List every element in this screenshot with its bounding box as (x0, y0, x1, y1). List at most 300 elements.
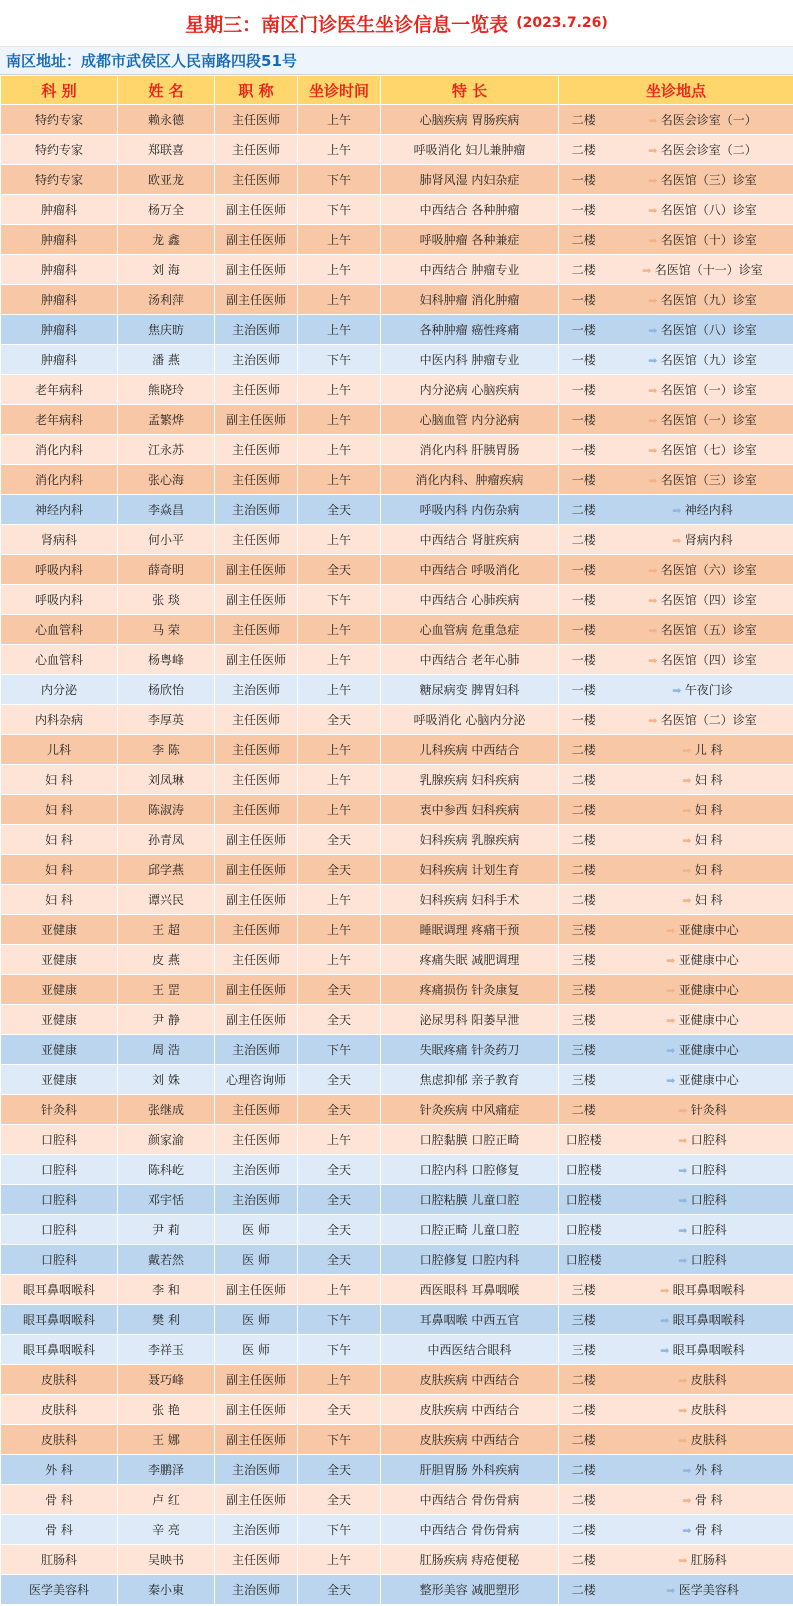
table-row (1, 1065, 793, 1095)
location-label: 名医馆（八）诊室 (660, 203, 757, 217)
cell-floor: 口腔楼 (559, 1185, 609, 1215)
cell-specialty: 消化内科、肿瘤疾病 (381, 465, 559, 495)
table-row (1, 1245, 793, 1275)
cell-location (609, 675, 793, 705)
table-row (1, 465, 793, 495)
cell-floor: 一楼 (559, 405, 609, 435)
cell-clinic-time: 上午 (298, 795, 381, 825)
location-label: 名医馆（六）诊室 (660, 563, 757, 577)
cell-doctor-name: 李祥玉 (118, 1335, 215, 1365)
cell-floor: 三楼 (559, 975, 609, 1005)
cell-department: 骨 科 (1, 1485, 118, 1515)
location-label: 午夜门诊 (684, 683, 733, 697)
cell-clinic-time: 上午 (298, 255, 381, 285)
cell-department: 妇 科 (1, 795, 118, 825)
cell-floor: 二楼 (559, 255, 609, 285)
header-location: 坐诊地点 (559, 76, 793, 105)
table-row (1, 1515, 793, 1545)
cell-clinic-time: 上午 (298, 615, 381, 645)
cell-doctor-title: 主任医师 (215, 735, 298, 765)
cell-doctor-title: 副主任医师 (215, 195, 298, 225)
table-row (1, 855, 793, 885)
cell-department: 心血管科 (1, 645, 118, 675)
cell-specialty: 内分泌病 心脑疾病 (381, 375, 559, 405)
cell-department: 口腔科 (1, 1155, 118, 1185)
cell-doctor-title: 主任医师 (215, 765, 298, 795)
cell-specialty: 皮肤疾病 中西结合 (381, 1365, 559, 1395)
table-row (1, 1395, 793, 1425)
arrow-right-icon: ➡ (678, 1254, 688, 1267)
cell-specialty: 消化内科 肝胰胃肠 (381, 435, 559, 465)
cell-floor: 口腔楼 (559, 1215, 609, 1245)
cell-clinic-time: 下午 (298, 585, 381, 615)
cell-doctor-name: 杨万全 (118, 195, 215, 225)
cell-floor: 二楼 (559, 1095, 609, 1125)
table-row (1, 765, 793, 795)
cell-doctor-name: 陈科屹 (118, 1155, 215, 1185)
cell-floor: 二楼 (559, 1575, 609, 1605)
cell-clinic-time: 上午 (298, 465, 381, 495)
cell-doctor-title: 心理咨询师 (215, 1065, 298, 1095)
cell-floor: 三楼 (559, 915, 609, 945)
cell-location (609, 1365, 793, 1395)
cell-doctor-name: 樊 利 (118, 1305, 215, 1335)
cell-floor: 一楼 (559, 705, 609, 735)
cell-floor: 一楼 (559, 615, 609, 645)
cell-location (609, 945, 793, 975)
cell-floor: 一楼 (559, 315, 609, 345)
cell-location (609, 255, 793, 285)
cell-specialty: 肺肾风湿 内妇杂症 (381, 165, 559, 195)
cell-doctor-title: 医 师 (215, 1245, 298, 1275)
cell-location (609, 1515, 793, 1545)
cell-department: 口腔科 (1, 1245, 118, 1275)
cell-location (609, 405, 793, 435)
cell-location (609, 915, 793, 945)
cell-doctor-name: 赖永德 (118, 105, 215, 135)
cell-clinic-time: 上午 (298, 765, 381, 795)
cell-clinic-time: 上午 (298, 315, 381, 345)
cell-clinic-time: 上午 (298, 675, 381, 705)
cell-doctor-title: 主任医师 (215, 1545, 298, 1575)
table-row (1, 615, 793, 645)
cell-doctor-name: 熊晓玲 (118, 375, 215, 405)
cell-specialty: 整形美容 减肥塑形 (381, 1575, 559, 1605)
cell-doctor-name: 龙 鑫 (118, 225, 215, 255)
location-label: 名医馆（二）诊室 (660, 713, 757, 727)
cell-doctor-title: 副主任医师 (215, 1275, 298, 1305)
table-row (1, 825, 793, 855)
cell-floor: 一楼 (559, 435, 609, 465)
arrow-right-icon: ➡ (682, 834, 692, 847)
arrow-right-icon: ➡ (648, 624, 658, 637)
cell-clinic-time: 全天 (298, 1215, 381, 1245)
location-label: 名医馆（九）诊室 (660, 353, 757, 367)
location-label: 神经内科 (684, 503, 733, 517)
cell-floor: 二楼 (559, 525, 609, 555)
cell-clinic-time: 上午 (298, 1125, 381, 1155)
arrow-right-icon: ➡ (648, 294, 658, 307)
table-row (1, 1425, 793, 1455)
table-row (1, 1035, 793, 1065)
cell-doctor-name: 汤利萍 (118, 285, 215, 315)
cell-department: 妇 科 (1, 825, 118, 855)
arrow-right-icon: ➡ (678, 1194, 688, 1207)
cell-doctor-title: 主治医师 (215, 1155, 298, 1185)
cell-location (609, 525, 793, 555)
cell-location (609, 285, 793, 315)
cell-doctor-title: 主任医师 (215, 1125, 298, 1155)
cell-floor: 三楼 (559, 1005, 609, 1035)
cell-specialty: 妇科疾病 计划生育 (381, 855, 559, 885)
cell-clinic-time: 上午 (298, 1275, 381, 1305)
cell-department: 亚健康 (1, 945, 118, 975)
location-label: 眼耳鼻咽喉科 (672, 1343, 745, 1357)
cell-department: 心血管科 (1, 615, 118, 645)
cell-doctor-name: 杨粤峰 (118, 645, 215, 675)
cell-clinic-time: 全天 (298, 1095, 381, 1125)
header-title: 职 称 (215, 76, 298, 105)
location-label: 名医馆（九）诊室 (660, 293, 757, 307)
table-row (1, 105, 793, 135)
table-row (1, 675, 793, 705)
cell-doctor-name: 刘 姝 (118, 1065, 215, 1095)
cell-department: 皮肤科 (1, 1425, 118, 1455)
cell-doctor-name: 刘 海 (118, 255, 215, 285)
cell-specialty: 中西结合 骨伤骨病 (381, 1485, 559, 1515)
cell-doctor-title: 主治医师 (215, 675, 298, 705)
location-label: 亚健康中心 (678, 1043, 739, 1057)
cell-location (609, 555, 793, 585)
cell-clinic-time: 上午 (298, 375, 381, 405)
cell-doctor-name: 王 超 (118, 915, 215, 945)
cell-specialty: 中西结合 各种肿瘤 (381, 195, 559, 225)
cell-department: 亚健康 (1, 975, 118, 1005)
cell-location (609, 615, 793, 645)
location-label: 针灸科 (690, 1103, 727, 1117)
location-label: 骨 科 (694, 1523, 723, 1537)
location-label: 口腔科 (690, 1253, 727, 1267)
arrow-right-icon: ➡ (678, 1134, 688, 1147)
location-label: 肾病内科 (684, 533, 733, 547)
cell-doctor-name: 吴映书 (118, 1545, 215, 1575)
table-row (1, 915, 793, 945)
location-label: 名医馆（一）诊室 (660, 413, 757, 427)
cell-doctor-title: 医 师 (215, 1335, 298, 1365)
arrow-right-icon: ➡ (648, 114, 658, 127)
location-label: 亚健康中心 (678, 923, 739, 937)
table-row (1, 1365, 793, 1395)
cell-department: 皮肤科 (1, 1365, 118, 1395)
location-label: 妇 科 (694, 803, 723, 817)
cell-specialty: 西医眼科 耳鼻咽喉 (381, 1275, 559, 1305)
location-label: 名医会诊室（一） (660, 113, 757, 127)
cell-doctor-name: 颜家渝 (118, 1125, 215, 1155)
cell-floor: 一楼 (559, 465, 609, 495)
cell-department: 肾病科 (1, 525, 118, 555)
cell-department: 特约专家 (1, 135, 118, 165)
cell-specialty: 妇科疾病 乳腺疾病 (381, 825, 559, 855)
cell-doctor-name: 欧亚龙 (118, 165, 215, 195)
arrow-right-icon: ➡ (666, 1074, 676, 1087)
cell-doctor-title: 医 师 (215, 1305, 298, 1335)
cell-specialty: 失眠疼痛 针灸药刀 (381, 1035, 559, 1065)
table-row (1, 435, 793, 465)
cell-department: 儿科 (1, 735, 118, 765)
cell-department: 特约专家 (1, 105, 118, 135)
cell-floor: 二楼 (559, 1515, 609, 1545)
location-label: 名医馆（三）诊室 (660, 173, 757, 187)
cell-specialty: 呼吸肿瘤 各种兼症 (381, 225, 559, 255)
cell-location (609, 1575, 793, 1605)
cell-doctor-name: 张心海 (118, 465, 215, 495)
location-label: 名医会诊室（二） (660, 143, 757, 157)
cell-doctor-title: 副主任医师 (215, 585, 298, 615)
location-label: 外 科 (694, 1463, 723, 1477)
table-row (1, 885, 793, 915)
cell-doctor-name: 张 琰 (118, 585, 215, 615)
cell-clinic-time: 全天 (298, 825, 381, 855)
cell-doctor-title: 副主任医师 (215, 855, 298, 885)
cell-doctor-title: 主任医师 (215, 435, 298, 465)
cell-location (609, 1215, 793, 1245)
cell-doctor-title: 主任医师 (215, 375, 298, 405)
cell-clinic-time: 下午 (298, 1305, 381, 1335)
cell-floor: 二楼 (559, 855, 609, 885)
cell-doctor-name: 李 和 (118, 1275, 215, 1305)
location-label: 名医馆（一）诊室 (660, 383, 757, 397)
cell-floor: 一楼 (559, 375, 609, 405)
location-label: 亚健康中心 (678, 983, 739, 997)
cell-floor: 三楼 (559, 1065, 609, 1095)
table-row (1, 345, 793, 375)
cell-doctor-title: 主任医师 (215, 945, 298, 975)
location-label: 皮肤科 (690, 1373, 727, 1387)
cell-doctor-title: 副主任医师 (215, 285, 298, 315)
cell-floor: 二楼 (559, 765, 609, 795)
location-label: 眼耳鼻咽喉科 (672, 1283, 745, 1297)
table-row (1, 255, 793, 285)
cell-location (609, 1095, 793, 1125)
arrow-right-icon: ➡ (660, 1344, 670, 1357)
location-label: 眼耳鼻咽喉科 (672, 1313, 745, 1327)
table-row (1, 225, 793, 255)
arrow-right-icon: ➡ (648, 714, 658, 727)
arrow-right-icon: ➡ (648, 654, 658, 667)
schedule-table (0, 75, 793, 1605)
cell-doctor-title: 主任医师 (215, 465, 298, 495)
cell-clinic-time: 全天 (298, 1455, 381, 1485)
location-label: 口腔科 (690, 1223, 727, 1237)
cell-department: 妇 科 (1, 765, 118, 795)
cell-department: 口腔科 (1, 1215, 118, 1245)
cell-location (609, 735, 793, 765)
cell-doctor-title: 副主任医师 (215, 405, 298, 435)
cell-clinic-time: 上午 (298, 105, 381, 135)
cell-doctor-name: 卢 红 (118, 1485, 215, 1515)
cell-department: 亚健康 (1, 915, 118, 945)
cell-floor: 口腔楼 (559, 1125, 609, 1155)
cell-location (609, 1305, 793, 1335)
cell-doctor-name: 李焱昌 (118, 495, 215, 525)
cell-specialty: 中西结合 肿瘤专业 (381, 255, 559, 285)
cell-floor: 二楼 (559, 1425, 609, 1455)
table-row (1, 1185, 793, 1215)
location-label: 名医馆（十一）诊室 (654, 263, 763, 277)
arrow-right-icon: ➡ (648, 234, 658, 247)
arrow-right-icon: ➡ (682, 1464, 692, 1477)
cell-specialty: 呼吸内科 内伤杂病 (381, 495, 559, 525)
cell-department: 呼吸内科 (1, 585, 118, 615)
cell-floor: 一楼 (559, 285, 609, 315)
cell-doctor-name: 李 陈 (118, 735, 215, 765)
cell-floor: 二楼 (559, 1455, 609, 1485)
table-row (1, 705, 793, 735)
cell-doctor-name: 周 浩 (118, 1035, 215, 1065)
arrow-right-icon: ➡ (672, 534, 682, 547)
arrow-right-icon: ➡ (678, 1434, 688, 1447)
location-label: 名医馆（三）诊室 (660, 473, 757, 487)
table-row (1, 1275, 793, 1305)
cell-clinic-time: 下午 (298, 345, 381, 375)
cell-clinic-time: 上午 (298, 435, 381, 465)
location-label: 肛肠科 (690, 1553, 727, 1567)
cell-clinic-time: 全天 (298, 1485, 381, 1515)
table-row (1, 1005, 793, 1035)
arrow-right-icon: ➡ (682, 744, 692, 757)
cell-doctor-title: 主治医师 (215, 1035, 298, 1065)
table-row (1, 945, 793, 975)
arrow-right-icon: ➡ (648, 444, 658, 457)
cell-doctor-name: 谭兴民 (118, 885, 215, 915)
cell-specialty: 心脑血管 内分泌病 (381, 405, 559, 435)
cell-location (609, 855, 793, 885)
cell-specialty: 肛肠疾病 痔疮便秘 (381, 1545, 559, 1575)
cell-location (609, 795, 793, 825)
cell-doctor-name: 马 荣 (118, 615, 215, 645)
cell-location (609, 195, 793, 225)
arrow-right-icon: ➡ (666, 984, 676, 997)
cell-doctor-name: 邓宇恬 (118, 1185, 215, 1215)
cell-floor: 一楼 (559, 585, 609, 615)
cell-location (609, 1335, 793, 1365)
cell-clinic-time: 全天 (298, 1575, 381, 1605)
cell-doctor-title: 副主任医师 (215, 1365, 298, 1395)
cell-doctor-title: 主治医师 (215, 1575, 298, 1605)
cell-doctor-title: 副主任医师 (215, 225, 298, 255)
location-label: 妇 科 (694, 833, 723, 847)
arrow-right-icon: ➡ (666, 924, 676, 937)
cell-doctor-name: 戴若然 (118, 1245, 215, 1275)
table-row (1, 585, 793, 615)
cell-location (609, 1155, 793, 1185)
cell-clinic-time: 全天 (298, 975, 381, 1005)
cell-specialty: 耳鼻咽喉 中西五官 (381, 1305, 559, 1335)
location-label: 名医馆（八）诊室 (660, 323, 757, 337)
arrow-right-icon: ➡ (678, 1224, 688, 1237)
cell-doctor-title: 主任医师 (215, 525, 298, 555)
arrow-right-icon: ➡ (660, 1284, 670, 1297)
cell-doctor-name: 杨欣怡 (118, 675, 215, 705)
address-line: 南区地址：成都市武侯区人民南路四段51号 (0, 47, 793, 75)
cell-floor: 三楼 (559, 945, 609, 975)
cell-doctor-title: 副主任医师 (215, 1395, 298, 1425)
table-row (1, 795, 793, 825)
cell-doctor-name: 江永苏 (118, 435, 215, 465)
cell-doctor-name: 陈淑涛 (118, 795, 215, 825)
cell-clinic-time: 上午 (298, 285, 381, 315)
cell-clinic-time: 全天 (298, 555, 381, 585)
cell-specialty: 疼痛损伤 针灸康复 (381, 975, 559, 1005)
cell-doctor-title: 主任医师 (215, 915, 298, 945)
cell-department: 老年病科 (1, 375, 118, 405)
cell-floor: 三楼 (559, 1335, 609, 1365)
table-row (1, 405, 793, 435)
cell-floor: 二楼 (559, 1485, 609, 1515)
arrow-right-icon: ➡ (682, 1524, 692, 1537)
table-row (1, 495, 793, 525)
location-label: 亚健康中心 (678, 1013, 739, 1027)
cell-specialty: 中西结合 呼吸消化 (381, 555, 559, 585)
cell-specialty: 中西结合 心肺疾病 (381, 585, 559, 615)
location-label: 妇 科 (694, 863, 723, 877)
cell-clinic-time: 下午 (298, 1335, 381, 1365)
table-row (1, 1455, 793, 1485)
table-row (1, 1215, 793, 1245)
cell-department: 口腔科 (1, 1125, 118, 1155)
cell-location (609, 1455, 793, 1485)
cell-clinic-time: 上午 (298, 1545, 381, 1575)
location-label: 骨 科 (694, 1493, 723, 1507)
arrow-right-icon: ➡ (678, 1164, 688, 1177)
cell-department: 肛肠科 (1, 1545, 118, 1575)
table-row (1, 1485, 793, 1515)
cell-department: 妇 科 (1, 885, 118, 915)
header-name: 姓 名 (118, 76, 215, 105)
cell-clinic-time: 上午 (298, 135, 381, 165)
cell-floor: 一楼 (559, 555, 609, 585)
cell-doctor-title: 副主任医师 (215, 1005, 298, 1035)
cell-department: 特约专家 (1, 165, 118, 195)
arrow-right-icon: ➡ (642, 264, 652, 277)
cell-clinic-time: 上午 (298, 885, 381, 915)
cell-specialty: 乳腺疾病 妇科疾病 (381, 765, 559, 795)
cell-clinic-time: 下午 (298, 1035, 381, 1065)
cell-department: 医学美容科 (1, 1575, 118, 1605)
cell-clinic-time: 下午 (298, 195, 381, 225)
cell-doctor-name: 尹 静 (118, 1005, 215, 1035)
cell-location (609, 495, 793, 525)
cell-doctor-name: 孙青凤 (118, 825, 215, 855)
cell-location (609, 885, 793, 915)
table-row (1, 1155, 793, 1185)
cell-location (609, 585, 793, 615)
table-body (1, 105, 793, 1605)
cell-clinic-time: 下午 (298, 1425, 381, 1455)
cell-department: 皮肤科 (1, 1395, 118, 1425)
cell-specialty: 糖尿病变 脾胃妇科 (381, 675, 559, 705)
cell-clinic-time: 全天 (298, 1245, 381, 1275)
cell-doctor-name: 王 罡 (118, 975, 215, 1005)
cell-department: 肿瘤科 (1, 255, 118, 285)
cell-doctor-name: 张 艳 (118, 1395, 215, 1425)
cell-clinic-time: 全天 (298, 705, 381, 735)
cell-doctor-name: 李鹏泽 (118, 1455, 215, 1485)
cell-specialty: 中西结合 肾脏疾病 (381, 525, 559, 555)
table-row (1, 975, 793, 1005)
cell-specialty: 肝胆胃肠 外科疾病 (381, 1455, 559, 1485)
cell-location (609, 345, 793, 375)
